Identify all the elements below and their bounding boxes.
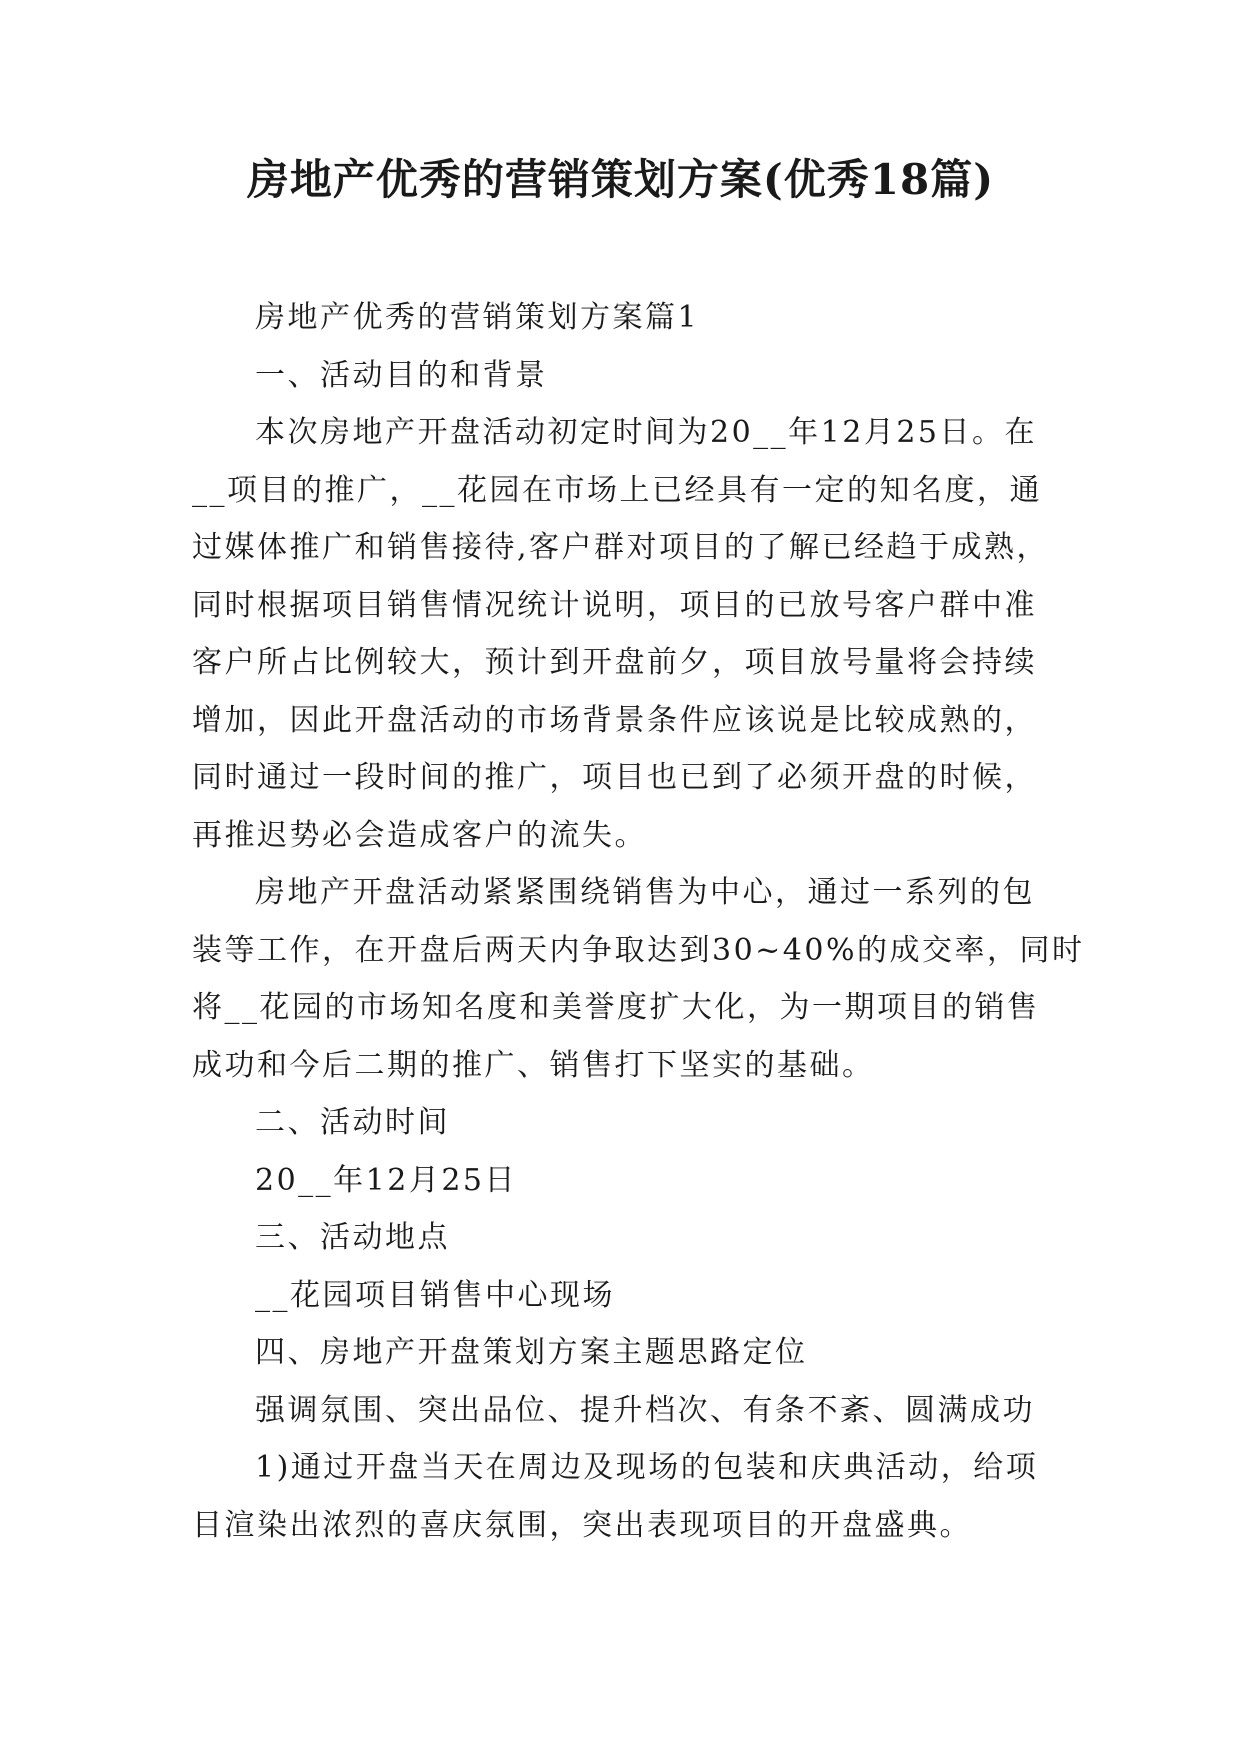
paragraph-line: 同时根据项目销售情况统计说明，项目的已放号客户群中准 (192, 587, 1037, 623)
paragraph-line: 目渲染出浓烈的喜庆氛围，突出表现项目的开盘盛典。 (192, 1507, 972, 1543)
section-heading-location: 三、活动地点 (255, 1220, 450, 1255)
section-heading-purpose: 一、活动目的和背景 (255, 357, 548, 393)
section-heading-theme: 四、房地产开盘策划方案主题思路定位 (255, 1335, 808, 1370)
paragraph-line: 装等工作，在开盘后两天内争取达到30~40%的成交率，同时 (192, 932, 1085, 968)
paragraph-line: __项目的推广，__花园在市场上已经具有一定的知名度，通 (192, 472, 1042, 508)
paragraph-line: 将__花园的市场知名度和美誉度扩大化，为一期项目的销售 (192, 990, 1040, 1025)
paragraph-line: 过媒体推广和销售接待,客户群对项目的了解已经趋于成熟， (192, 530, 1050, 565)
paragraph-line: 增加，因此开盘活动的市场背景条件应该说是比较成熟的， (192, 702, 1037, 738)
paragraph-line: 本次房地产开盘活动初定时间为20__年12月25日。在 (255, 415, 1038, 450)
event-location: __花园项目销售中心现场 (255, 1277, 615, 1313)
event-date: 20__年12月25日 (255, 1162, 518, 1198)
document-body (192, 289, 1085, 1554)
section-heading-chapter-1: 房地产优秀的营销策划方案篇1 (255, 300, 700, 335)
theme-keywords: 强调氛围、突出品位、提升档次、有条不紊、圆满成功 (255, 1392, 1035, 1428)
paragraph-line: 同时通过一段时间的推广，项目也已到了必须开盘的时候， (192, 760, 1037, 795)
paragraph-line: 成功和今后二期的推广、销售打下坚实的基础。 (192, 1047, 875, 1083)
paragraph-line: 1)通过开盘当天在周边及现场的包装和庆典活动，给项 (255, 1450, 1039, 1485)
paragraph-line: 再推迟势必会造成客户的流失。 (192, 817, 647, 853)
paragraph-line: 客户所占比例较大，预计到开盘前夕，项目放号量将会持续 (192, 645, 1037, 680)
section-heading-time: 二、活动时间 (255, 1105, 450, 1140)
paragraph-line: 房地产开盘活动紧紧围绕销售为中心，通过一系列的包 (255, 875, 1035, 910)
document-title: 房地产优秀的营销策划方案(优秀18篇) (246, 155, 995, 204)
